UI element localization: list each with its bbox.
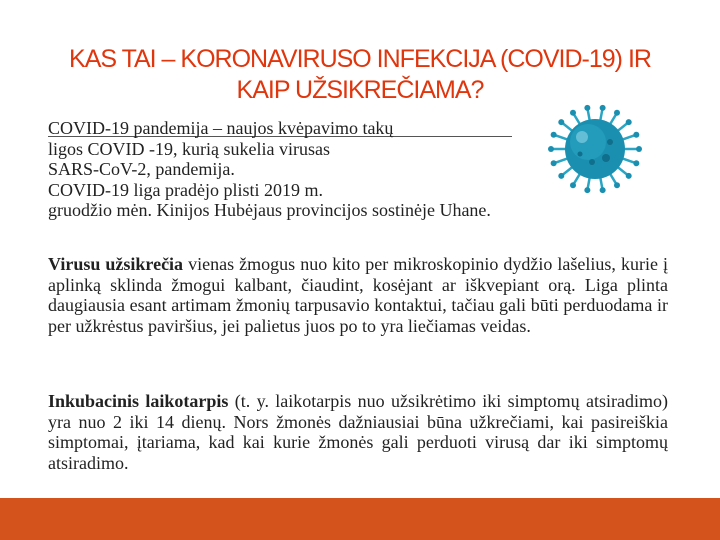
incubation-term: Inkubacinis laikotarpis [48,391,229,411]
coronavirus-illustration [530,100,660,198]
pandemic-line-4: COVID-19 liga pradėjo plisti 2019 m. [48,179,323,200]
pandemic-line-1: – naujos kvėpavimo takų [208,118,394,138]
incubation-paragraph [48,391,668,473]
infection-term: Virusu užsikrečia [48,254,184,274]
pandemic-line-2: ligos COVID -19, kurią sukelia virusas [48,138,330,159]
bottom-accent-bar [0,498,720,540]
infection-text: vienas žmogus nuo kito per mikroskopinio dydžio lašelius, kurie į aplinką sklinda žmogui kalbant, čiaudint, kosėjant ar iškvepiant orą. Liga plinta daugiausia esant artimam žmonių tarpusavio kontaktui, tačiau gali būti perduodama ir per užkrėstus paviršius, jei palietus juos po to yra liečiamas veidas. [48,254,668,336]
title-line-2: KAIP UŽSIKREČIAMA? [236,76,484,104]
pandemic-term: COVID-19 pandemija [48,118,209,138]
pandemic-line-3: SARS-CoV-2, pandemija. [48,159,235,179]
pandemic-line-5: gruodžio mėn. Kinijos Hubėjaus provincijos sostinėje Uhane. [48,200,491,220]
incubation-text: (t. y. laikotarpis nuo užsikrėtimo iki simptomų atsiradimo) yra nuo 2 iki 14 dienų. Nors žmonės dažniausiai būna užkrečiami, kai pasireiškia simptomai, įtariama, kad kai kurie žmonės gali perduoti virusą dar iki simptomų atsiradimo. [48,391,668,473]
slide-title [20,44,700,106]
infection-paragraph [48,254,668,336]
title-line-1: KAS TAI – KORONAVIRUSO INFEKCIJA (COVID-19) IR [69,45,651,73]
